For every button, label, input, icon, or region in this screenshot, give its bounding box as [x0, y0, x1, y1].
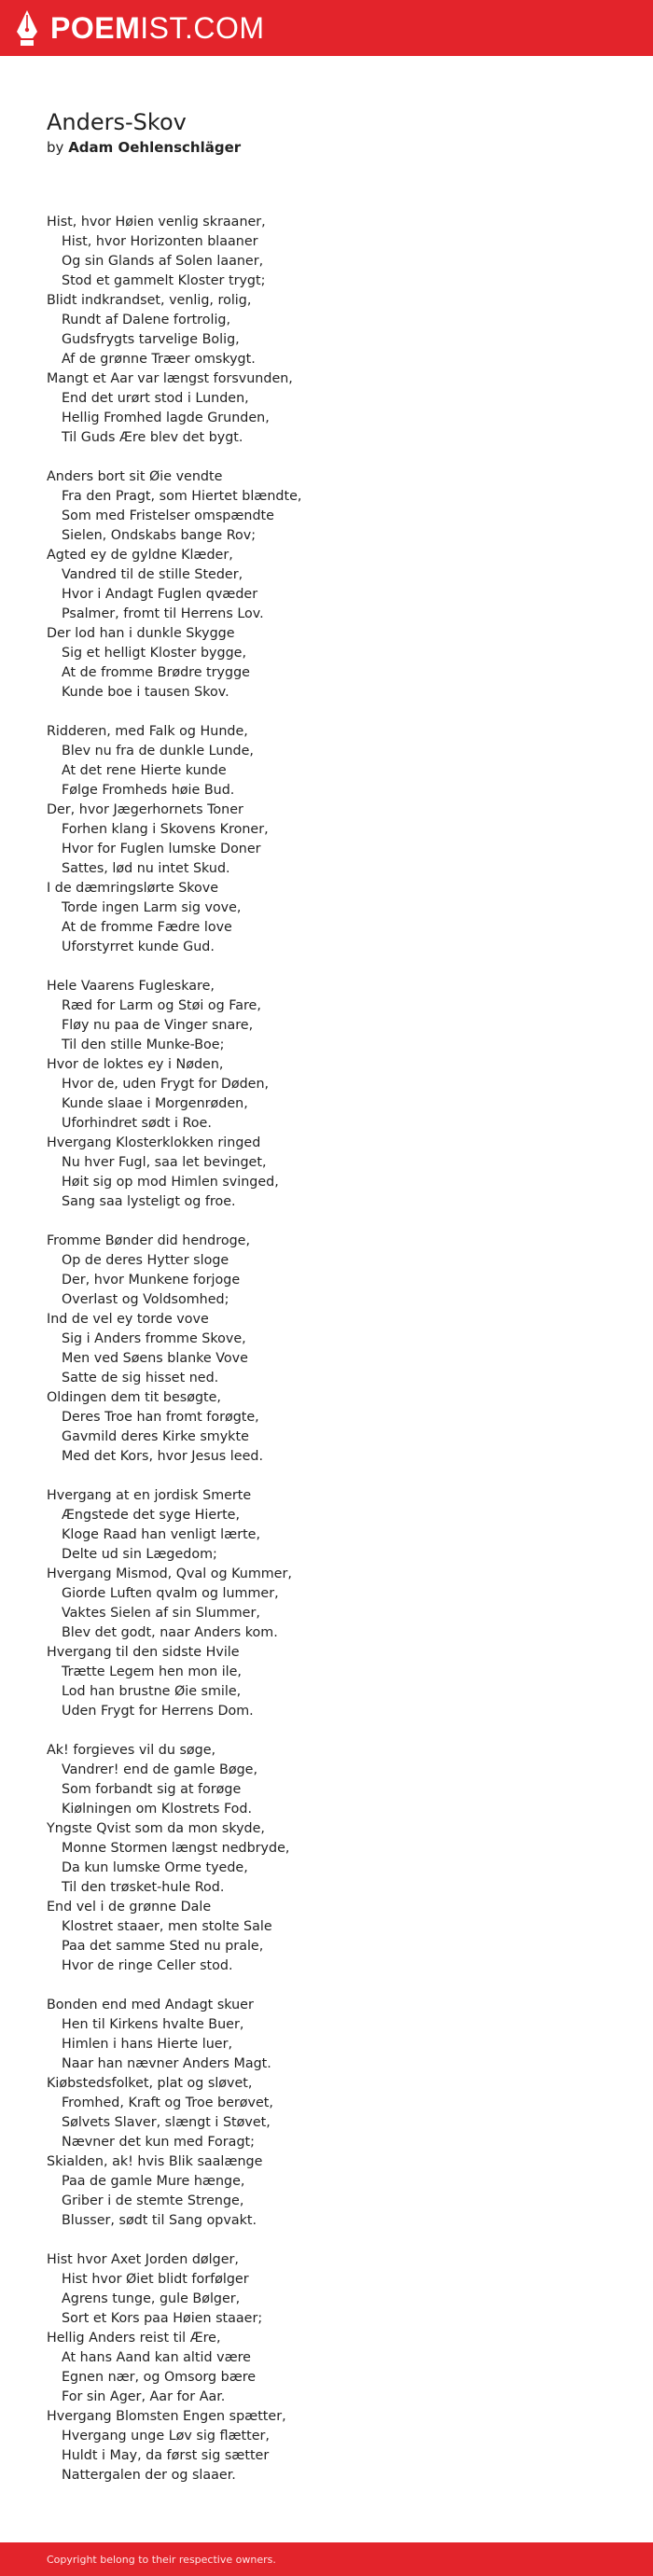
site-header — [0, 0, 653, 56]
poem-line: Og sin Glands af Solen laaner, — [62, 254, 264, 269]
poem-line: Himlen i hans Hierte luer, — [62, 2037, 233, 2052]
poem-line: Bonden end med Andagt skuer — [47, 1998, 254, 2012]
poem-line: Griber i de stemte Strenge, — [62, 2193, 244, 2208]
poem-line: Hvor de ringe Celler stod. — [62, 1958, 233, 1973]
copyright-text: Copyright belong to their respective owners. — [47, 2553, 276, 2566]
by-label: by — [47, 139, 64, 156]
site-footer — [0, 2542, 653, 2576]
poem-line: Men ved Søens blanke Vove — [62, 1351, 248, 1366]
poem-line: I de dæmringslørte Skove — [47, 881, 219, 896]
poem-line: Hvergang at en jordisk Smerte — [47, 1488, 252, 1503]
poem-stanza — [47, 1232, 606, 1467]
poem-line: Hvor for Fuglen lumske Doner — [62, 842, 261, 856]
poem-line: Forhen klang i Skovens Kroner, — [62, 822, 269, 837]
poem-line: End det urørt stod i Lunden, — [62, 391, 249, 406]
poem-line: Med det Kors, hvor Jesus leed. — [62, 1449, 263, 1464]
poem-line: Anders bort sit Øie vendte — [47, 469, 223, 484]
poem-line: Agted ey de gyldne Klæder, — [47, 548, 233, 563]
poem-line: Mangt et Aar var længst forsvunden, — [47, 371, 293, 386]
poem-line: Giorde Luften qvalm og lummer, — [62, 1586, 279, 1601]
poem-line: Blev nu fra de dunkle Lunde, — [62, 744, 254, 759]
poem-line: Der, hvor Munkene forjoge — [62, 1273, 241, 1288]
poem-line: At hans Aand kan altid være — [62, 2350, 251, 2365]
poem-line: Trætte Legem hen mon ile, — [62, 1664, 242, 1679]
poem-line: Hele Vaarens Fugleskare, — [47, 979, 215, 994]
poem-line: Satte de sig hisset ned. — [62, 1371, 219, 1385]
poem-line: Monne Stormen længst nedbryde, — [62, 1841, 290, 1856]
poem-line: Hist hvor Axet Jorden dølger, — [47, 2252, 239, 2267]
poem-line: Ridderen, med Falk og Hunde, — [47, 724, 248, 739]
author-name[interactable]: Adam Oehlenschläger — [68, 139, 242, 156]
poem-body — [47, 213, 606, 2485]
poem-line: Som med Fristelser omspændte — [62, 508, 274, 523]
poem-line: Hen til Kirkens hvalte Buer, — [62, 2017, 244, 2032]
poem-line: Uforstyrret kunde Gud. — [62, 940, 215, 954]
poem-line: Sang saa lysteligt og froe. — [62, 1194, 236, 1209]
poem-line: Til den trøsket-hule Rod. — [62, 1880, 225, 1895]
byline — [47, 138, 606, 157]
poem-line: Hvor de loktes ey i Nøden, — [47, 1057, 224, 1072]
poem-line: Følge Fromheds høie Bud. — [62, 783, 235, 798]
site-wordmark — [50, 13, 265, 43]
poem-line: Ængstede det syge Hierte, — [62, 1508, 241, 1523]
poem-line: Nattergalen der og slaaer. — [62, 2468, 236, 2483]
poem-line: Vaktes Sielen af sin Slummer, — [62, 1606, 260, 1621]
poem-line: Fromhed, Kraft og Troe berøvet, — [62, 2096, 273, 2110]
poem-line: Hellig Anders reist til Ære, — [47, 2331, 221, 2346]
poem-stanza — [47, 1486, 606, 1721]
poem-line: Yngste Qvist som da mon skyde, — [47, 1821, 265, 1836]
poem-line: Hist, hvor Horizonten blaaner — [62, 234, 258, 249]
poem-line: Sig i Anders fromme Skove, — [62, 1331, 246, 1346]
poem-line: Gavmild deres Kirke smykte — [62, 1429, 249, 1444]
poem-line: Kloge Raad han venligt lærte, — [62, 1527, 261, 1542]
poem-line: Ræd for Larm og Støi og Fare, — [62, 998, 261, 1013]
poem-line: Fløy nu paa de Vinger snare, — [62, 1018, 254, 1033]
poem-line: Kiøbstedsfolket, plat og sløvet, — [47, 2076, 253, 2091]
poem-line: Agrens tunge, gule Bølger, — [62, 2291, 241, 2306]
poem-line: Hist, hvor Høien venlig skraaner, — [47, 215, 266, 230]
poem-line: Gudsfrygts tarvelige Bolig, — [62, 332, 240, 347]
poem-content — [0, 56, 653, 2542]
poem-line: Der lod han i dunkle Skygge — [47, 626, 235, 641]
poem-line: Ind de vel ey torde vove — [47, 1312, 209, 1327]
poem-line: Sielen, Ondskabs bange Rov; — [62, 528, 257, 543]
poem-line: Rundt af Dalene fortrolig, — [62, 313, 231, 327]
poem-line: Da kun lumske Orme tyede, — [62, 1860, 248, 1875]
poem-line: Uforhindret sødt i Roe. — [62, 1116, 212, 1131]
poem-line: Paa de gamle Mure hænge, — [62, 2174, 245, 2189]
poem-stanza — [47, 977, 606, 1212]
poem-line: Kiølningen om Klostrets Fod. — [62, 1802, 253, 1817]
poem-line: Hvor de, uden Frygt for Døden, — [62, 1077, 270, 1092]
poem-stanza — [47, 467, 606, 703]
poem-line: Hist hvor Øiet blidt forfølger — [62, 2272, 249, 2287]
poem-line: Naar han nævner Anders Magt. — [62, 2056, 271, 2071]
poem-line: Blev det godt, naar Anders kom. — [62, 1625, 278, 1640]
poem-line: Skialden, ak! hvis Blik saalænge — [47, 2154, 263, 2169]
poem-line: Huldt i May, da først sig sætter — [62, 2448, 270, 2463]
poem-line: Sattes, lød nu intet Skud. — [62, 861, 230, 876]
poem-line: Oldingen dem tit besøgte, — [47, 1390, 221, 1405]
poem-line: Af de grønne Træer omskygt. — [62, 352, 256, 367]
poem-line: Hvergang til den sidste Hvile — [47, 1645, 240, 1660]
poem-stanza — [47, 722, 606, 957]
poem-line: Klostret staaer, men stolte Sale — [62, 1919, 272, 1934]
poem-line: Blidt indkrandset, venlig, rolig, — [47, 293, 252, 308]
poem-line: Egnen nær, og Omsorg bære — [62, 2370, 257, 2385]
poem-line: Fra den Pragt, som Hiertet blændte, — [62, 489, 302, 504]
brand-bold: POEM — [50, 11, 141, 45]
poem-line: At det rene Hierte kunde — [62, 763, 227, 778]
poem-line: Nu hver Fugl, saa let bevinget, — [62, 1155, 267, 1170]
poem-stanza — [47, 213, 606, 448]
poem-stanza — [47, 1996, 606, 2231]
poem-line: Hvor i Andagt Fuglen qvæder — [62, 587, 258, 602]
poem-line: Vandrer! end de gamle Bøge, — [62, 1762, 258, 1777]
poem-line: Som forbandt sig at forøge — [62, 1782, 242, 1797]
poem-line: At de fromme Brødre trygge — [62, 665, 250, 680]
poem-line: Hvergang Mismod, Qval og Kummer, — [47, 1566, 292, 1581]
poem-line: Høit sig op mod Himlen svinged, — [62, 1175, 279, 1190]
poem-line: Der, hvor Jægerhornets Toner — [47, 802, 243, 817]
poem-line: Fromme Bønder did hendroge, — [47, 1233, 250, 1248]
poem-line: Hellig Fromhed lagde Grunden, — [62, 411, 270, 425]
poem-line: For sin Ager, Aar for Aar. — [62, 2389, 226, 2404]
poem-line: Paa det samme Sted nu prale, — [62, 1939, 264, 1954]
poem-line: Kunde slaae i Morgenrøden, — [62, 1096, 248, 1111]
poem-line: Overlast og Voldsomhed; — [62, 1292, 229, 1307]
poem-line: Til den stille Munke-Boe; — [62, 1037, 225, 1052]
poem-line: Blusser, sødt til Sang opvakt. — [62, 2213, 257, 2228]
poem-line: Hvergang Blomsten Engen spætter, — [47, 2409, 286, 2424]
poem-line: At de fromme Fædre love — [62, 920, 232, 935]
poem-line: Deres Troe han fromt forøgte, — [62, 1410, 259, 1425]
poem-line: Sølvets Slaver, slængt i Støvet, — [62, 2115, 271, 2130]
poem-line: Nævner det kun med Foragt; — [62, 2135, 255, 2150]
brand-light: IST.COM — [140, 11, 265, 45]
poem-line: Sort et Kors paa Høien staaer; — [62, 2311, 263, 2326]
poem-line: Torde ingen Larm sig vove, — [62, 900, 242, 915]
site-logo[interactable] — [15, 9, 265, 47]
poem-line: Kunde boe i tausen Skov. — [62, 685, 229, 700]
poem-line: Ak! forgieves vil du søge, — [47, 1743, 216, 1758]
poem-line: Sig et helligt Kloster bygge, — [62, 646, 247, 661]
poem-line: Uden Frygt for Herrens Dom. — [62, 1704, 254, 1719]
poem-line: Til Guds Ære blev det bygt. — [62, 430, 243, 445]
poem-stanza — [47, 1741, 606, 1976]
poem-line: Delte ud sin Lægedom; — [62, 1547, 217, 1562]
poem-line: End vel i de grønne Dale — [47, 1900, 212, 1915]
poem-line: Vandred til de stille Steder, — [62, 567, 243, 582]
poem-line: Hvergang unge Løv sig flætter, — [62, 2429, 270, 2444]
poem-line: Op de deres Hytter sloge — [62, 1253, 229, 1268]
poem-line: Stod et gammelt Kloster trygt; — [62, 273, 266, 288]
poem-title: Anders-Skov — [47, 109, 187, 135]
fountain-pen-icon — [15, 9, 39, 47]
poem-line: Psalmer, fromt til Herrens Lov. — [62, 606, 264, 621]
poem-line: Hvergang Klosterklokken ringed — [47, 1135, 261, 1150]
poem-stanza — [47, 2250, 606, 2485]
poem-line: Lod han brustne Øie smile, — [62, 1684, 242, 1699]
